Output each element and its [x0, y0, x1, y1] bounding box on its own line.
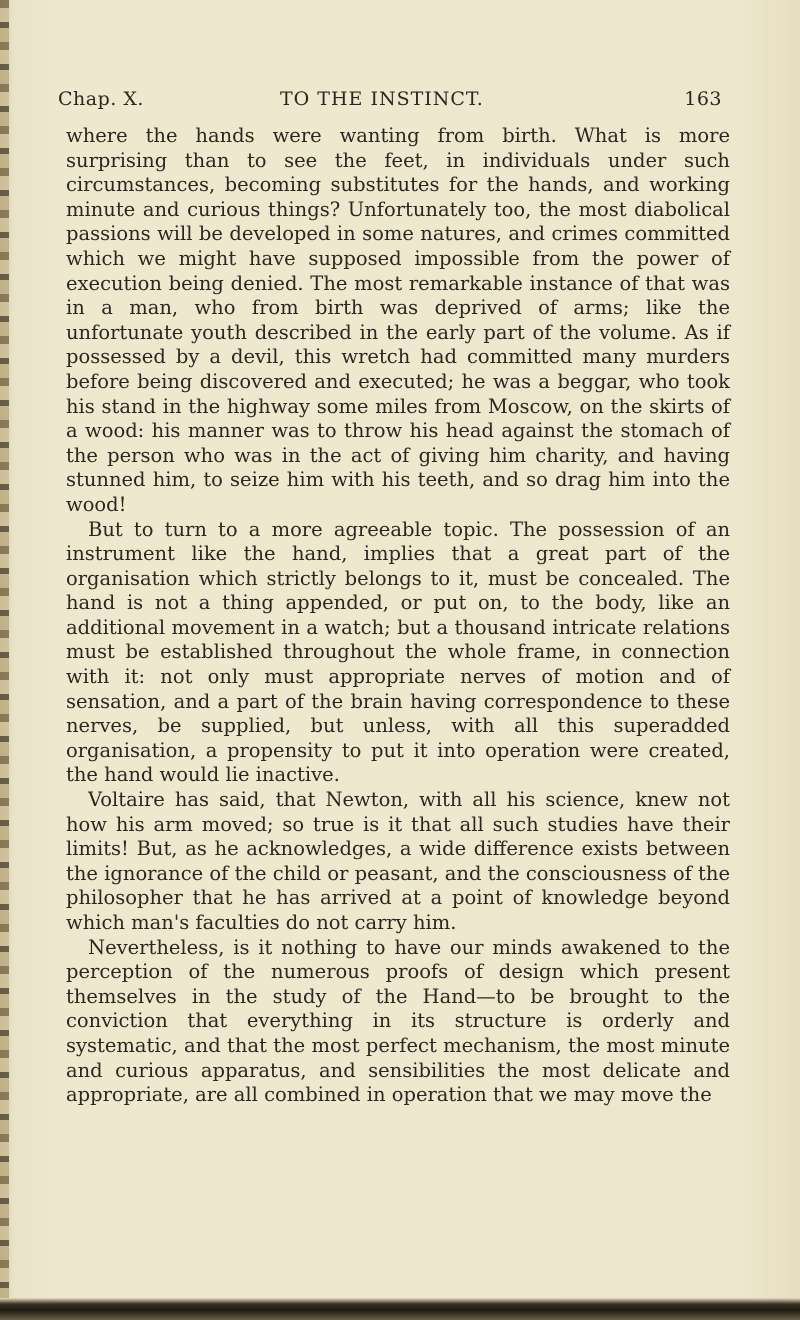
paragraph-1: where the hands were wanting from birth. What is more surprising than to see the feet, in individuals under such circumstances, becoming substitutes for the hands, and working minute and curious things? Unfortunately too, the most diabolical passions will be developed in some natures, and crimes committed which we might have supposed impossible from the power of execution being denied. The most remarkable instance of that was in a man, who from birth was deprived of arms; like the unfortunate youth described in the early part of the volume. As if possessed by a devil, this wretch had committed many murders before being discovered and executed; he was a beggar, who took his stand in the highway some miles from Moscow, on the skirts of a wood: his manner was to throw his head against the stomach of the person who was in the act of giving him charity, and having stunned him, to seize him with his teeth, and so drag him into the wood!	[66, 124, 730, 516]
paragraph-2: But to turn to a more agreeable topic. The possession of an instrument like the hand, implies that a great part of the organisation which strictly belongs to it, must be concealed. The hand is not a thing appended, or put on, to the body, like an additional movement in a watch; but a thousand intricate relations must be established throughout the whole frame, in connection with it: not only must appropriate nerves of motion and of sensation, and a part of the brain having correspondence to these nerves, be supplied, but unless, with all this superadded organisation, a propensity to put it into operation were created, the hand would lie inactive.	[66, 517, 730, 787]
binding-edge	[0, 0, 9, 1320]
bottom-page-edge	[0, 1298, 800, 1320]
paragraph-3: Voltaire has said, that Newton, with all his science, knew not how his arm moved; so true is it that all such studies have their limits! But, as he acknowledges, a wide difference exists between the ignorance of the child or peasant, and the consciousness of the philosopher that he has arrived at a point of knowledge beyond which man's faculties do not carry him.	[66, 788, 730, 934]
running-title: TO THE INSTINCT.	[280, 88, 484, 110]
body-text	[66, 124, 730, 1108]
running-header	[58, 88, 722, 114]
chapter-label: Chap. X.	[58, 88, 144, 110]
page-number: 163	[684, 88, 722, 110]
paragraph-4: Nevertheless, is it nothing to have our minds awakened to the perception of the numerous proofs of design which present themselves in the study of the Hand—to be brought to the conviction that everything in its structure is orderly and systematic, and that the most perfect mechanism, the most minute and curious apparatus, and sensibilities the most delicate and appropriate, are all combined in operation that we may move the	[66, 935, 730, 1107]
